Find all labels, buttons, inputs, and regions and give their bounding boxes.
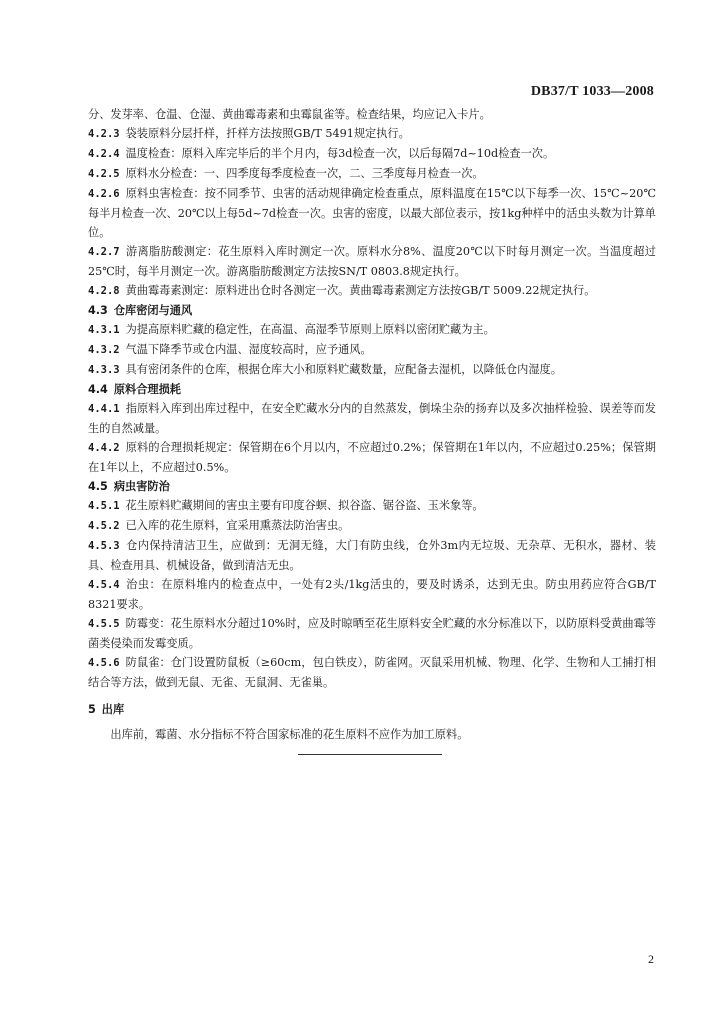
clause-number: 4.3.2 <box>88 344 120 356</box>
clause-item <box>88 516 656 536</box>
clause-item <box>88 124 656 144</box>
clause-text: 防鼠雀：仓门设置防鼠板（≥60cm，包白铁皮），防雀网。灭鼠采用机械、物理、化学、生物和人工捕打相结合等方法，做到无鼠、无雀、无鼠洞、无雀巢。 <box>88 656 656 689</box>
clause-item <box>88 614 656 653</box>
clause-number: 4.4.2 <box>88 442 120 454</box>
clause-text: 具有密闭条件的仓库，根据仓库大小和原料贮藏数量，应配备去湿机，以降低仓内湿度。 <box>125 363 562 376</box>
clause-item <box>88 360 656 380</box>
section-heading <box>88 477 656 496</box>
clause-number: 4.5.4 <box>88 579 120 591</box>
clause-item <box>88 184 656 242</box>
document-body <box>88 105 656 744</box>
clause-number: 4.5.1 <box>88 500 120 512</box>
clause-text: 已入库的花生原料，宜采用熏蒸法防治害虫。 <box>125 519 350 532</box>
clause-text: 气温下降季节或仓内温、湿度较高时，应予通风。 <box>125 343 372 356</box>
clause-text: 原料虫害检查：按不同季节、虫害的活动规律确定检查重点，原料温度在15℃以下每季一次、15℃~20℃每半月检查一次、20℃以上每5d~7d检查一次。虫害的密度，以最大部位表示，按1kg种样中的活虫头数为计算单位。 <box>88 187 656 239</box>
chapter-5-body: 出库前，霉菌、水分指标不符合国家标准的花生原料不应作为加工原料。 <box>110 728 469 741</box>
clause-text: 仓内保持清洁卫生，应做到：无洞无缝，大门有防虫线，仓外3m内无垃圾、无杂草、无积水，器材、装具、检查用具、机械设备，做到清洁无虫。 <box>88 539 656 572</box>
clause-text: 游离脂肪酸测定：花生原料入库时测定一次。原料水分8%、温度20℃以下时每月测定一次。当温度超过25℃时，每半月测定一次。游离脂肪酸测定方法按SN/T 0803.8规定执行。 <box>88 245 656 278</box>
clause-number: 4.4.1 <box>88 403 120 415</box>
clause-item <box>88 320 656 340</box>
clause-item <box>88 281 656 301</box>
section-title: 病虫害防治 <box>113 480 170 493</box>
clause-text: 黄曲霉毒素测定：原料进出仓时各测定一次。黄曲霉毒素测定方法按GB/T 5009.22规定执行。 <box>125 284 596 297</box>
clause-item <box>88 653 656 692</box>
clause-item <box>88 536 656 575</box>
clause-item <box>88 144 656 164</box>
section-title: 原料合理损耗 <box>113 383 181 396</box>
clause-number: 4.5.3 <box>88 540 120 552</box>
section-title: 仓库密闭与通风 <box>113 304 193 317</box>
clause-text: 治虫：在原料堆内的检查点中，一处有2头/1kg活虫的，要及时诱杀，达到无虫。防虫用药应符合GB/T 8321要求。 <box>88 578 656 611</box>
clause-item <box>88 340 656 360</box>
clause-item <box>88 164 656 184</box>
intro-line: 分、发芽率、仓温、仓湿、黄曲霉毒素和虫霉鼠雀等。检查结果，均应记入卡片。 <box>88 108 491 121</box>
clause-number: 4.2.5 <box>88 168 120 180</box>
clause-number: 4.2.6 <box>88 188 120 200</box>
clause-text: 原料的合理损耗规定：保管期在6个月以内，不应超过0.2%；保管期在1年以内，不应超过0.25%；保管期在1年以上，不应超过0.5%。 <box>88 441 656 474</box>
chapter-number: 5 <box>88 703 96 716</box>
page-number: 2 <box>648 952 654 966</box>
section-number: 4.5 <box>88 480 108 493</box>
clause-text: 温度检查：原料入库完毕后的半个月内，每3d检查一次，以后每隔7d~10d检查一次。 <box>125 147 555 160</box>
section-number: 4.4 <box>88 383 108 396</box>
clause-number: 4.5.2 <box>88 520 120 532</box>
clause-text: 袋装原料分层扦样，扦样方法按照GB/T 5491规定执行。 <box>125 127 410 140</box>
clause-number: 4.2.7 <box>88 246 120 258</box>
clause-number: 4.5.6 <box>88 657 120 669</box>
clause-text: 花生原料贮藏期间的害虫主要有印度谷螟、拟谷盗、锯谷盗、玉米象等。 <box>125 499 484 512</box>
clause-number: 4.2.4 <box>88 148 120 160</box>
clause-text: 原料水分检查：一、四季度每季度检查一次，二、三季度每月检查一次。 <box>125 167 484 180</box>
document-code: DB37/T 1033—2008 <box>530 84 654 99</box>
clause-number: 4.2.3 <box>88 128 120 140</box>
clause-number: 4.2.8 <box>88 285 120 297</box>
clause-item <box>88 496 656 516</box>
clause-list <box>88 124 656 692</box>
end-rule <box>298 754 442 755</box>
section-number: 4.3 <box>88 304 108 317</box>
chapter-title: 出库 <box>101 703 125 716</box>
clause-text: 指原料入库到出库过程中，在安全贮藏水分内的自然蒸发，倒垛尘杂的扬弃以及多次抽样检验、误差等而发生的自然减量。 <box>88 402 656 435</box>
clause-number: 4.5.5 <box>88 618 120 630</box>
chapter-5-heading <box>88 700 656 719</box>
section-heading <box>88 301 656 320</box>
section-heading <box>88 380 656 399</box>
clause-text: 为提高原料贮藏的稳定性，在高温、高湿季节原则上原料以密闭贮藏为主。 <box>125 323 495 336</box>
clause-number: 4.3.1 <box>88 324 120 336</box>
clause-item <box>88 438 656 477</box>
clause-text: 防霉变：花生原料水分超过10%时，应及时晾晒至花生原料安全贮藏的水分标准以下，以防原料受黄曲霉等菌类侵染而发霉变质。 <box>88 617 656 650</box>
clause-number: 4.3.3 <box>88 364 120 376</box>
clause-item <box>88 575 656 614</box>
clause-item <box>88 399 656 438</box>
clause-item <box>88 242 656 281</box>
